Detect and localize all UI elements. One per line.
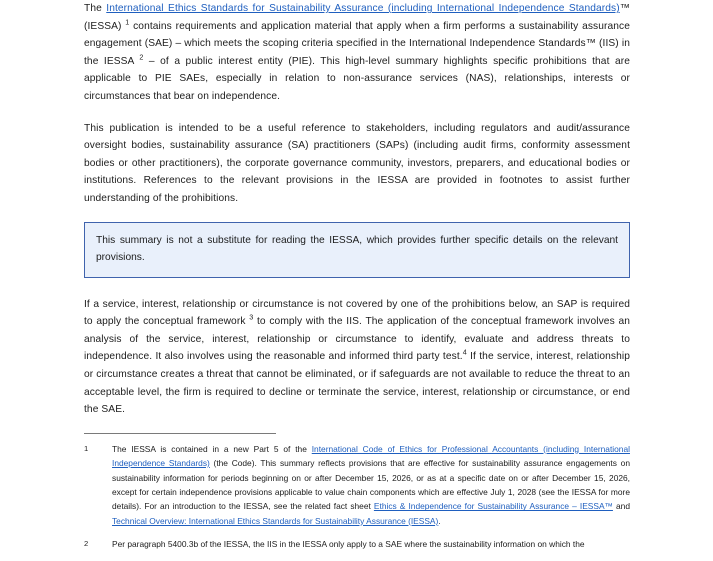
document-link[interactable]: International Code of Ethics for Professional Accountants (including International Independence Standards) [112, 443, 630, 469]
document-text: – of a public interest entity (PIE). This high-level summary highlights specific prohibitions that are applicable to PIE SAEs, especially in relation to non-assurance services (NAS), relationships, interests or circumstances that bear on independence. [84, 55, 630, 102]
document-text: This publication is intended to be a useful reference to stakeholders, including regulators and audit/assurance oversight bodies, sustainability assurance (SA) practitioners (SAPs) (including audit firms, conformity assessment bodies or other practitioners), the corporate governance community, investors, preparers, and educational bodies or institutions. References to the relevant provisions in the IESSA are provided in footnotes to assist further understanding of the prohibitions. [84, 122, 630, 204]
paragraph-conceptual-framework [84, 296, 630, 419]
footnote-separator [84, 433, 276, 434]
footnote-marker[interactable]: 2 [139, 52, 144, 62]
document-text: to comply with the IIS. The application of the conceptual framework involves an analysis of the service, interest, relationship or circumstance to identify, evaluate and address threats to independence. It also involves using the reasonable and informed third party test. [84, 316, 630, 363]
footnote-text [112, 442, 630, 528]
footnote-item [84, 442, 630, 528]
document-text: and [612, 501, 630, 512]
document-link[interactable]: International Ethics Standards for Sustainability Assurance (including International Independence Standards) [106, 3, 620, 14]
document-text: Per paragraph 5400.3b of the IESSA, the IIS in the IESSA only apply to a SAE where the sustainability information on which the [112, 539, 585, 550]
footnotes-section [84, 442, 630, 552]
footnote-text [112, 537, 630, 552]
footnote-marker[interactable]: 3 [249, 312, 254, 322]
document-content [84, 0, 630, 561]
document-text: ™ (IESSA) [84, 3, 631, 32]
document-link[interactable]: Ethics & Independence for Sustainability Assurance – IESSA™ [373, 501, 613, 512]
document-text: (the Code). This summary reflects provisions that are effective for sustainability assurance engagements on sustainability information for periods beginning on or after December 15, 2026, or as at a specific date on or after December 15, 2026, except for certain independence provisions applicable to value chain components which are effective July 1, 2028 (see the IESSA for more details). For an introduction to the IESSA, see the related fact sheet [112, 458, 630, 512]
document-text: . [438, 515, 441, 526]
footnote-number: 1 [84, 443, 89, 453]
footnote-item [84, 537, 630, 552]
document-text: If a service, interest, relationship or circumstance is not covered by one of the prohibitions below, an SAP is required to apply the conceptual framework [84, 298, 630, 328]
document-text: contains requirements and application material that apply when a firm performs a sustainability assurance engagement (SAE) – which meets the scoping criteria specified in the International Independence Standards™ (IIS) in the IESSA [84, 20, 630, 67]
document-link[interactable]: Technical Overview: International Ethics Standards for Sustainability Assurance (IESSA) [112, 515, 439, 526]
document-text: If the service, interest, relationship or circumstance creates a threat that cannot be eliminated, or if safeguards are not available to reduce the threat to an acceptable level, the firm is required to decline or terminate the service, interest, relationship or circumstance, or end the SAE. [84, 351, 630, 416]
callout-text: This summary is not a substitute for reading the IESSA, which provides further specific details on the relevant provisions. [96, 234, 618, 264]
callout-box [84, 222, 630, 278]
paragraph-intro [84, 0, 630, 106]
document-text: The IESSA is contained in a new Part 5 of the [112, 443, 312, 454]
footnote-number: 2 [84, 539, 89, 549]
footnote-marker[interactable]: 4 [462, 347, 467, 357]
footnote-marker[interactable]: 1 [125, 17, 130, 27]
document-text: The [84, 3, 107, 14]
paragraph-publication-purpose [84, 120, 630, 208]
